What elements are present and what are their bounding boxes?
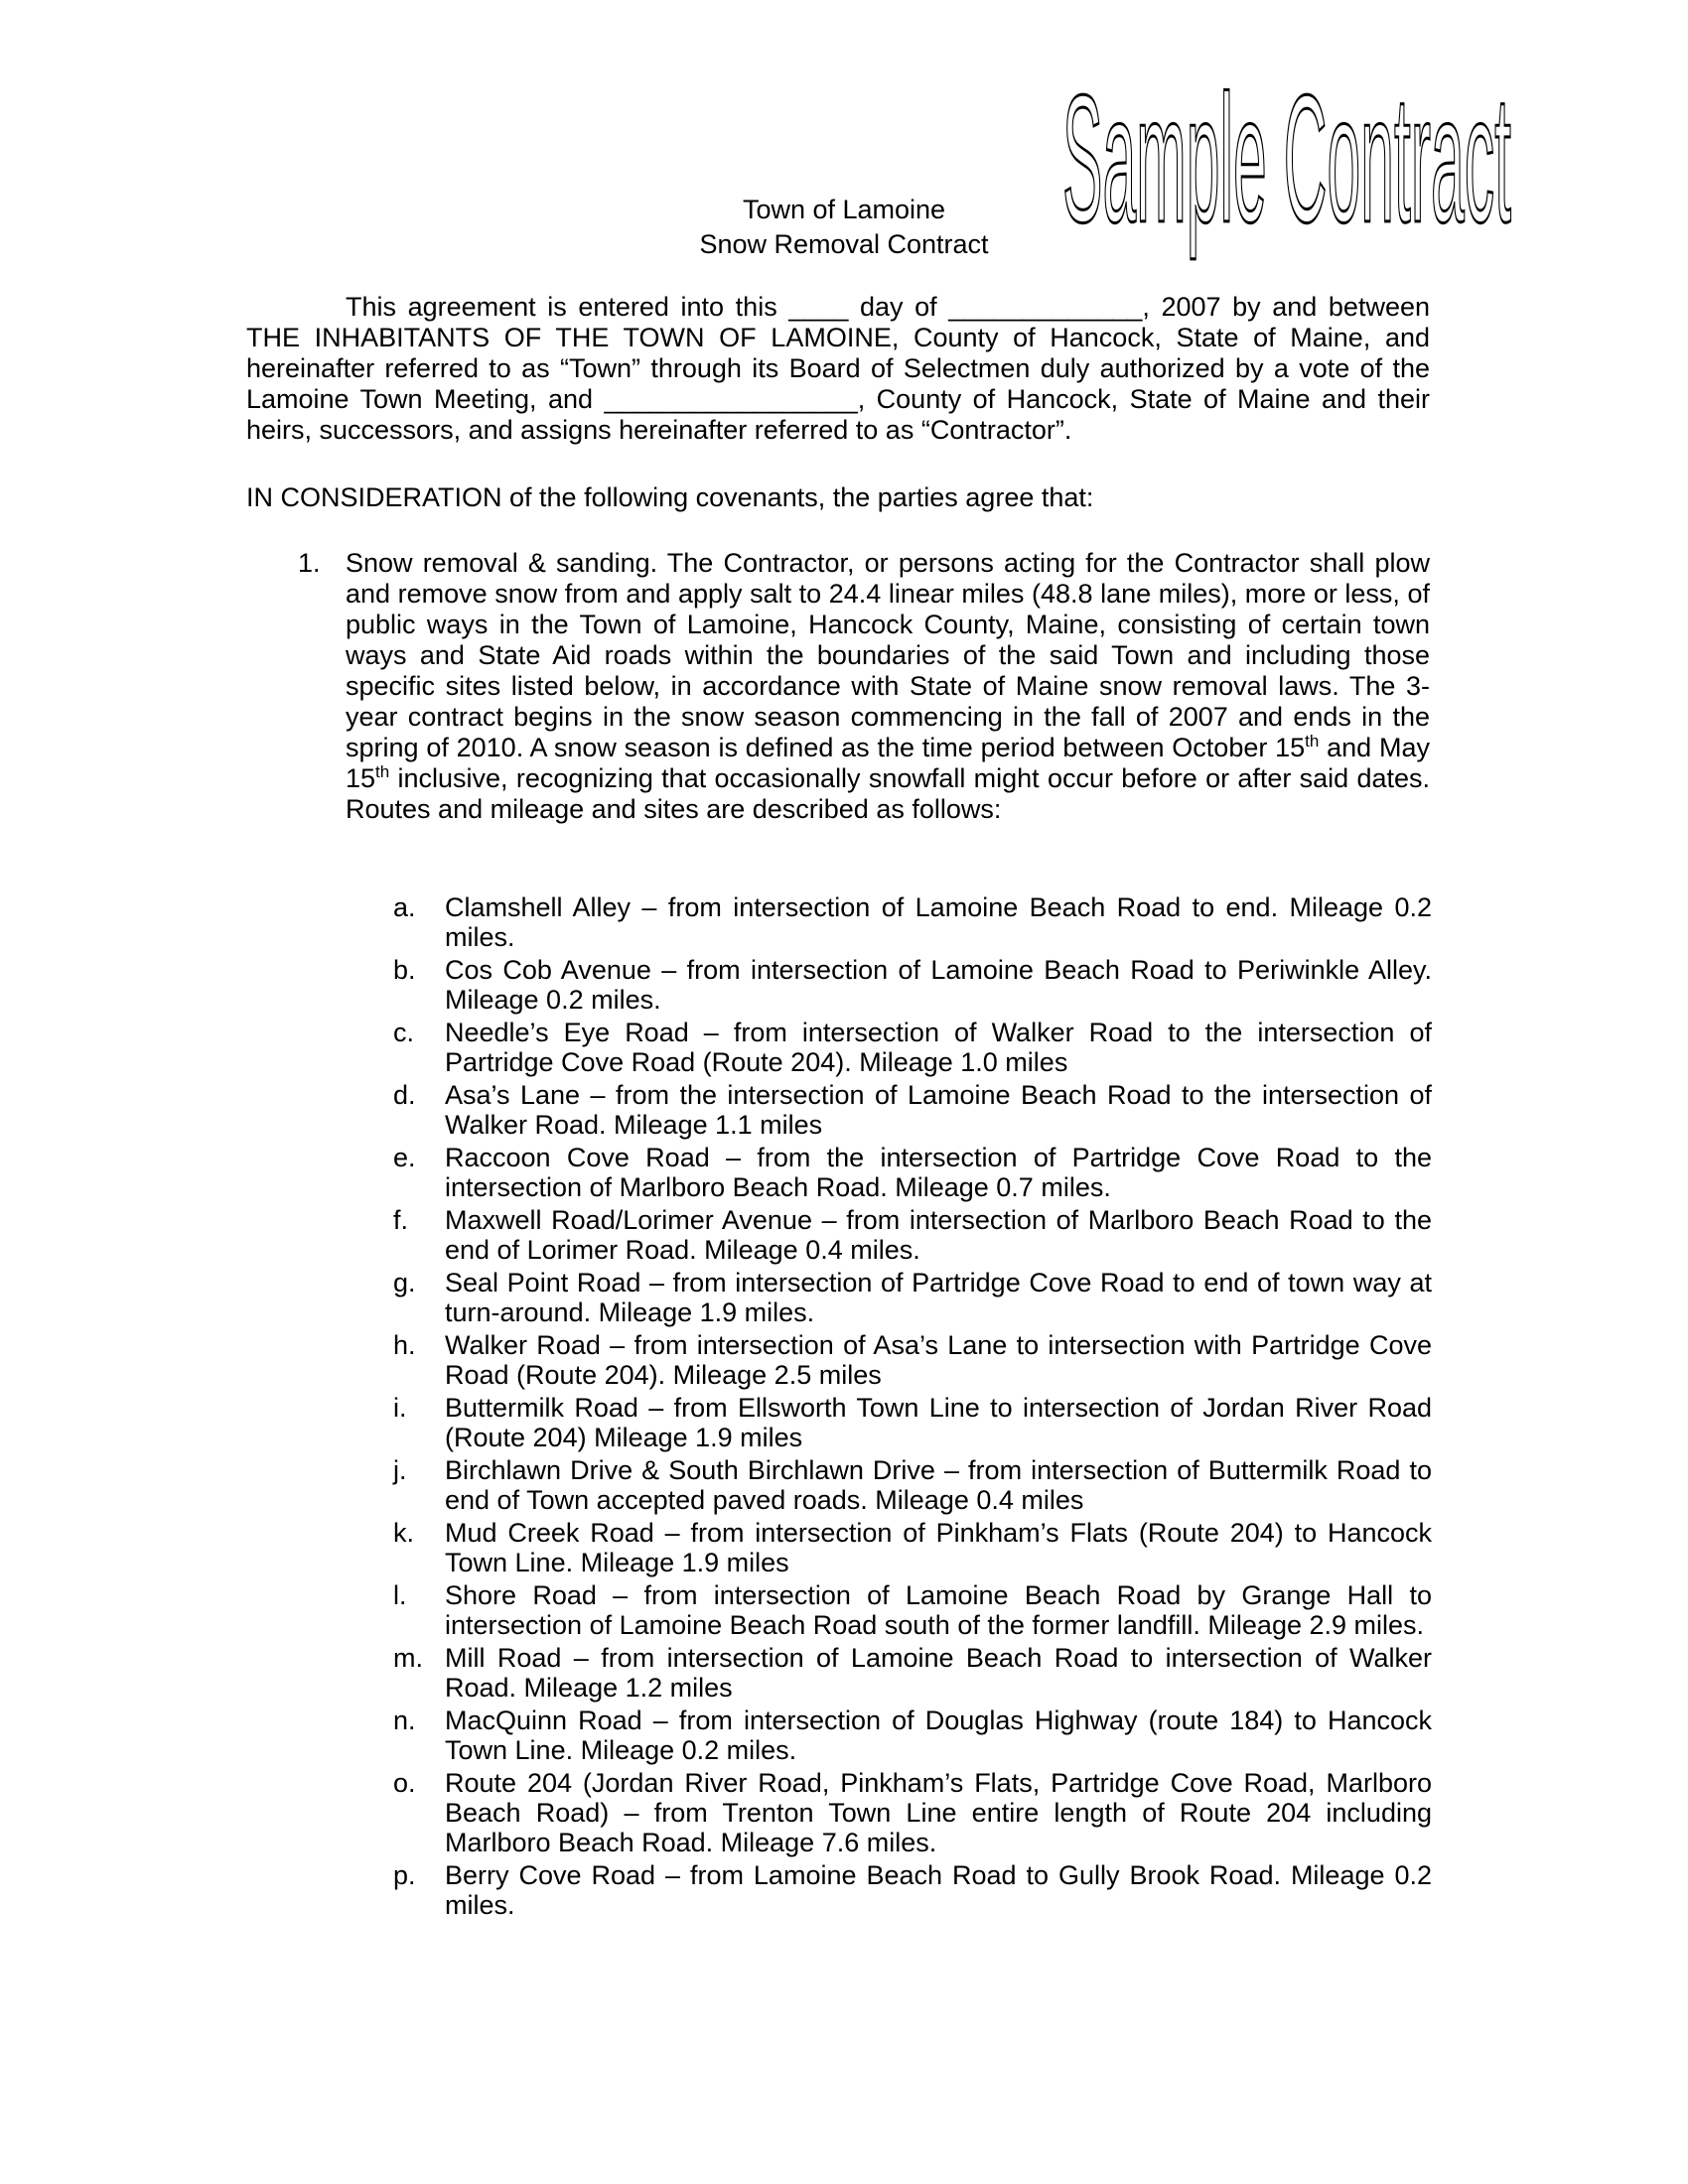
list-item [393,1860,1432,1920]
list-item [393,1268,1432,1327]
list-item [393,1768,1432,1857]
route-letter: o. [393,1768,416,1798]
route-letter: d. [393,1080,416,1110]
covenant-text-part3: inclusive, recognizing that occasionally snowfall might occur before or after said dates. Routes and mileage and sites are described as follows: [346,763,1430,824]
route-text: Berry Cove Road – from Lamoine Beach Road to Gully Brook Road. Mileage 0.2 miles. [445,1860,1432,1920]
route-letter: h. [393,1330,416,1360]
route-text: Mud Creek Road – from intersection of Pinkham’s Flats (Route 204) to Hancock Town Line. Mileage 1.9 miles [445,1518,1432,1577]
route-letter: k. [393,1518,415,1548]
route-letter: p. [393,1860,416,1890]
consideration-statement: IN CONSIDERATION of the following covenants, the parties agree that: [246,482,1094,512]
covenant-text-part1: Snow removal & sanding. The Contractor, or persons acting for the Contractor shall plow and remove snow from and apply salt to 24.4 linear miles (48.8 lane miles), more or less, of public ways in the Town of Lamoine, Hancock County, Maine, consisting of certain town ways and State Aid roads within the boundaries of the said Town and including those specific sites listed below, in accordance with State of Maine snow removal laws. The 3-year contract begins in the snow season commencing in the fall of 2007 and ends in the spring of 2010. A snow season is defined as the time period between October 15 [346,548,1430,762]
route-letter: f. [393,1205,409,1235]
route-text: Seal Point Road – from intersection of Partridge Cove Road to end of town way at turn-around. Mileage 1.9 miles. [445,1268,1432,1327]
list-item [393,892,1432,952]
routes-list [393,892,1432,1923]
list-item [393,1205,1432,1265]
covenant-text-part2: and May 15 [346,733,1430,793]
covenant-number: 1. [298,548,321,578]
route-letter: g. [393,1268,416,1297]
ordinal-suffix: th [1305,732,1320,751]
route-text: Clamshell Alley – from intersection of Lamoine Beach Road to end. Mileage 0.2 miles. [445,892,1432,952]
route-letter: a. [393,892,416,922]
route-text: Needle’s Eye Road – from intersection of Walker Road to the intersection of Partridge Cove Road (Route 204). Mileage 1.0 miles [445,1018,1432,1077]
route-text: Maxwell Road/Lorimer Avenue – from intersection of Marlboro Beach Road to the end of Lorimer Road. Mileage 0.4 miles. [445,1205,1432,1265]
route-letter: j. [393,1455,407,1485]
route-letter: n. [393,1706,416,1735]
route-letter: b. [393,955,416,985]
route-letter: i. [393,1393,407,1423]
list-item [393,1330,1432,1390]
list-item [393,1643,1432,1703]
route-text: Buttermilk Road – from Ellsworth Town Line to intersection of Jordan River Road (Route 204) Mileage 1.9 miles [445,1393,1432,1452]
list-item [393,1706,1432,1765]
route-text: Route 204 (Jordan River Road, Pinkham’s Flats, Partridge Cove Road, Marlboro Beach Road) – from Trenton Town Line entire length of Route 204 including Marlboro Beach Road. Mileage 7.6 miles. [445,1768,1432,1857]
ordinal-suffix: th [375,762,390,781]
route-text: Asa’s Lane – from the intersection of Lamoine Beach Road to the intersection of Walker Road. Mileage 1.1 miles [445,1080,1432,1140]
header-contract-title: Snow Removal Contract [699,229,989,259]
list-item [393,1393,1432,1452]
watermark-text: Sample Contract [1062,57,1511,261]
route-letter: l. [393,1580,407,1610]
list-item [393,955,1432,1015]
agreement-intro-text: This agreement is entered into this ____ day of _____________, 2007 by and between THE INHABITANTS OF THE TOWN OF LAMOINE, County of Hancock, State of Maine, and hereinafter referred to as “Town” through its Board of Selectmen duly authorized by a vote of the Lamoine Town Meeting, and _________________, County of Hancock, State of Maine and their heirs, successors, and assigns hereinafter referred to as “Contractor”. [246,292,1430,445]
route-text: Shore Road – from intersection of Lamoine Beach Road by Grange Hall to intersection of Lamoine Beach Road south of the former landfill. Mileage 2.9 miles. [445,1580,1432,1640]
covenant-body [346,548,1430,825]
list-item [393,1580,1432,1640]
route-text: Raccoon Cove Road – from the intersection of Partridge Cove Road to the intersection of Marlboro Beach Road. Mileage 0.7 miles. [445,1143,1432,1202]
list-item [393,1018,1432,1077]
route-text: Cos Cob Avenue – from intersection of Lamoine Beach Road to Periwinkle Alley. Mileage 0.2 miles. [445,955,1432,1015]
route-letter: e. [393,1143,416,1172]
route-letter: c. [393,1018,415,1047]
agreement-intro [246,292,1430,446]
route-letter: m. [393,1643,423,1673]
route-text: MacQuinn Road – from intersection of Douglas Highway (route 184) to Hancock Town Line. Mileage 0.2 miles. [445,1706,1432,1765]
header-town: Town of Lamoine [742,195,946,224]
route-text: Mill Road – from intersection of Lamoine Beach Road to intersection of Walker Road. Mileage 1.2 miles [445,1643,1432,1703]
list-item [393,1518,1432,1577]
route-text: Birchlawn Drive & South Birchlawn Drive – from intersection of Buttermilk Road to end of Town accepted paved roads. Mileage 0.4 miles [445,1455,1432,1515]
list-item [393,1143,1432,1202]
list-item [393,1455,1432,1515]
list-item [393,1080,1432,1140]
route-text: Walker Road – from intersection of Asa’s Lane to intersection with Partridge Cove Road (Route 204). Mileage 2.5 miles [445,1330,1432,1390]
